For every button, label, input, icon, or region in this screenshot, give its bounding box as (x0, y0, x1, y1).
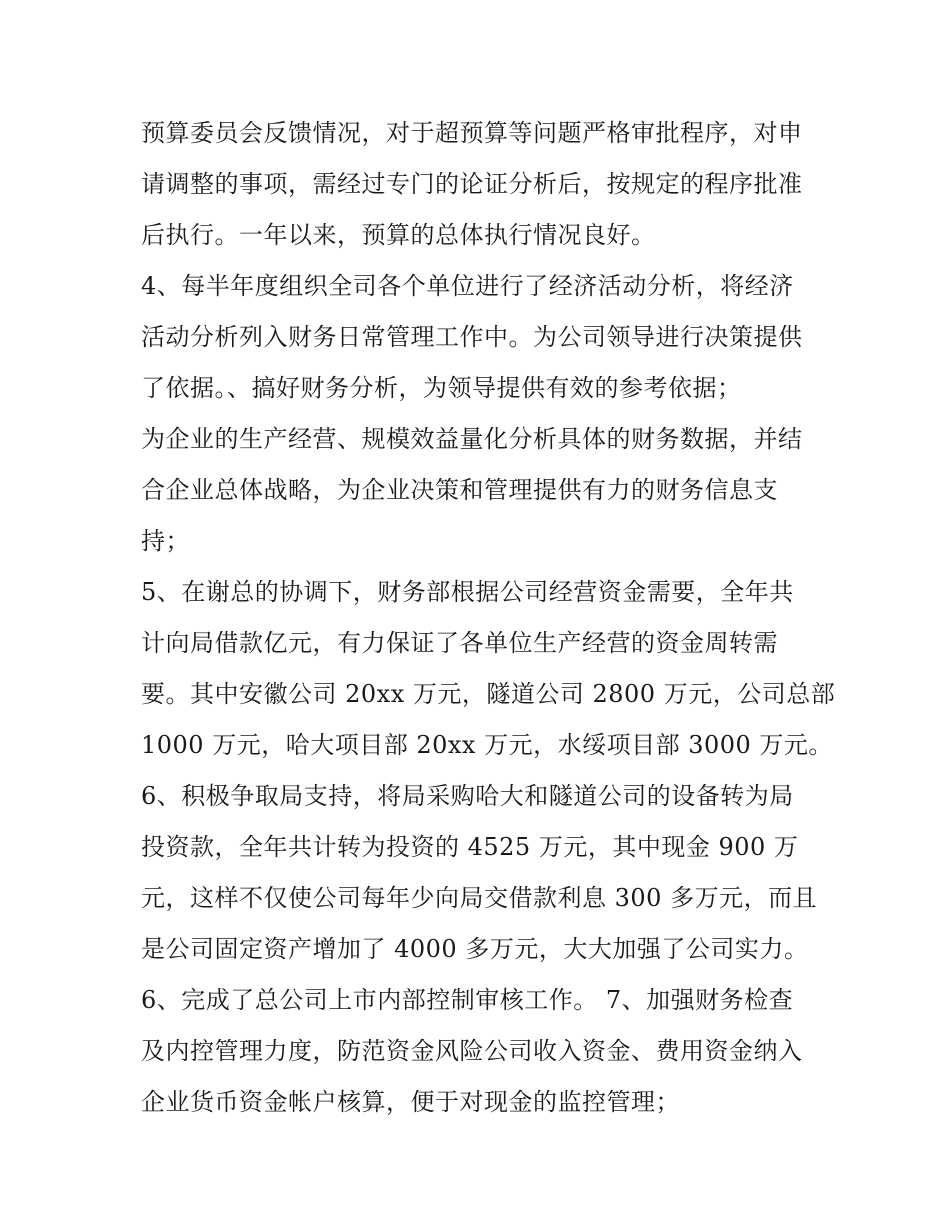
text-line: 6、积极争取局支持，将局采购哈大和隧道公司的设备转为局 (141, 782, 794, 810)
text-line: 投资款，全年共计转为投资的 4525 万元，其中现金 900 万 (141, 833, 799, 861)
body-text (141, 108, 836, 1128)
text-line: 及内控管理力度，防范资金风险公司收入资金、费用资金纳入 (141, 1037, 803, 1065)
text-line: 预算委员会反馈情况，对于超预算等问题严格审批程序，对申 (141, 119, 803, 147)
text-line: 后执行。一年以来，预算的总体执行情况良好。 (141, 221, 656, 249)
text-line: 1000 万元，哈大项目部 20xx 万元，水绥项目部 3000 万元。 (141, 731, 833, 759)
text-line: 企业货币资金帐户核算，便于对现金的监控管理； (141, 1088, 680, 1116)
text-line: 请调整的事项，需经过专门的论证分析后，按规定的程序批准 (141, 170, 803, 198)
text-line: 为企业的生产经营、规模效益量化分析具体的财务数据，并结 (141, 425, 803, 453)
text-line: 合企业总体战略，为企业决策和管理提供有力的财务信息支 (141, 476, 778, 504)
text-line: 是公司固定资产增加了 4000 多万元，大大加强了公司实力。 (141, 935, 809, 963)
text-line: 5、在谢总的协调下，财务部根据公司经营资金需要，全年共 (141, 578, 794, 606)
text-line: 4、每半年度组织全司各个单位进行了经济活动分析，将经济 (141, 272, 794, 300)
text-line: 活动分析列入财务日常管理工作中。为公司领导进行决策提供 (141, 323, 803, 351)
text-line: 持； (141, 527, 190, 555)
text-line: 要。其中安徽公司 20xx 万元，隧道公司 2800 万元，公司总部 (141, 680, 836, 708)
text-line: 元，这样不仅使公司每年少向局交借款利息 300 多万元，而且 (141, 884, 818, 912)
text-line: 6、完成了总公司上市内部控制审核工作。 7、加强财务检查 (141, 986, 794, 1014)
text-line: 了依据。、搞好财务分析，为领导提供有效的参考依据； (141, 374, 742, 402)
text-line: 计向局借款亿元，有力保证了各单位生产经营的资金周转需 (141, 629, 778, 657)
